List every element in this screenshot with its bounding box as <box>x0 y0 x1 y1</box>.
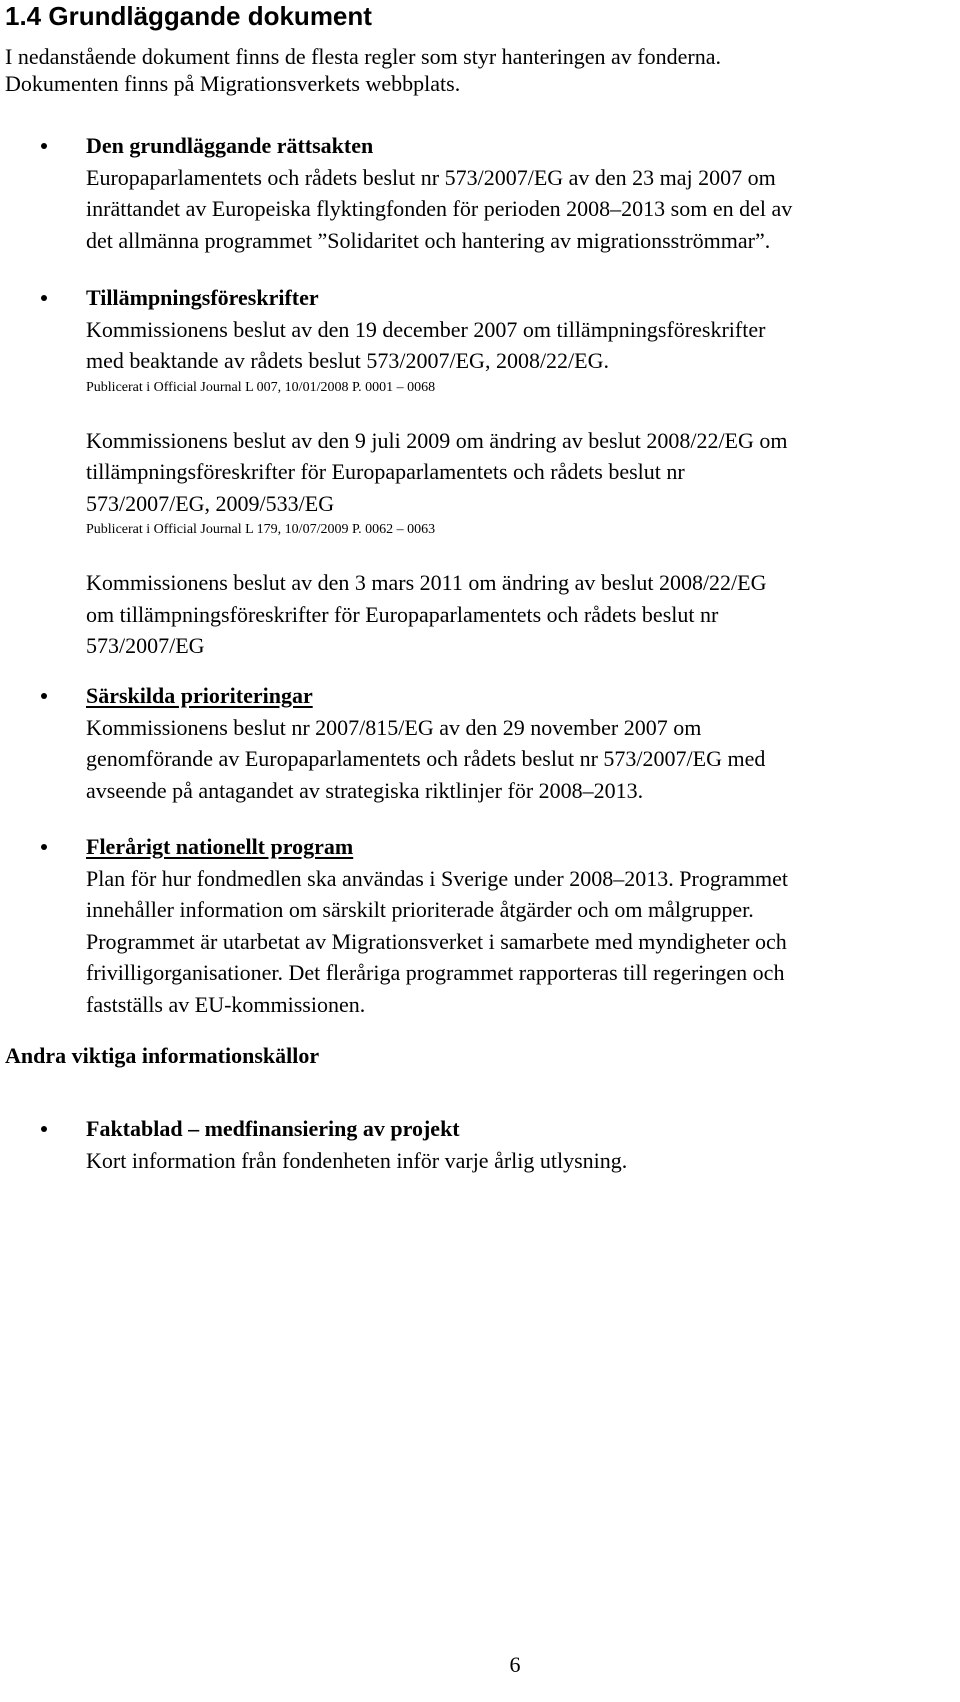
bullet-icon <box>41 1126 47 1132</box>
publication-reference: Publicerat i Official Journal L 007, 10/01/2008 P. 0001 – 0068 <box>86 379 436 395</box>
section-heading: 1.4 Grundläggande dokument <box>5 1 372 31</box>
document-item-tillampning <box>86 282 956 662</box>
document-text-line: Europaparlamentets och rådets beslut nr 573/2007/EG av den 23 maj 2007 om <box>86 164 776 190</box>
document-text-line: avseende på antagandet av strategiska riktlinjer för 2008–2013. <box>86 777 644 803</box>
decision-text-line: Kommissionens beslut av den 9 juli 2009 om ändring av beslut 2008/22/EG om <box>86 427 788 453</box>
document-text-line: genomförande av Europaparlamentets och rådets beslut nr 573/2007/EG med <box>86 746 766 771</box>
document-title: Flerårigt nationellt program <box>86 834 354 859</box>
document-title: Tillämpningsföreskrifter <box>86 285 319 310</box>
other-source-title: Faktablad – medfinansiering av projekt <box>86 1116 460 1141</box>
other-source-item <box>86 1113 956 1176</box>
decision-text-line: Kommissionens beslut av den 3 mars 2011 om ändring av beslut 2008/22/EG <box>86 570 767 595</box>
decision-entry <box>86 567 956 662</box>
document-text-line: det allmänna programmet ”Solidaritet och hantering av migrationsströmmar”. <box>86 227 771 253</box>
decision-entry <box>86 314 956 398</box>
document-text-line: fastställs av EU-kommissionen. <box>86 991 366 1017</box>
document-item-prioriteringar <box>86 680 956 806</box>
intro-paragraph <box>5 43 935 97</box>
decision-text-line: om tillämpningsföreskrifter för Europaparlamentets och rådets beslut nr <box>86 601 719 627</box>
other-sources-heading: Andra viktiga informationskällor <box>5 1043 320 1068</box>
document-title: Särskilda prioriteringar <box>86 683 313 708</box>
page-number: 6 <box>509 1652 521 1677</box>
bullet-icon <box>41 143 47 149</box>
bullet-icon <box>41 295 47 301</box>
document-item-rattsakt <box>86 130 956 256</box>
document-text-line: Programmet är utarbetat av Migrationsverket i samarbete med myndigheter och <box>86 928 787 954</box>
document-item-nationellt-program <box>86 831 956 1020</box>
document-text-line: innehåller information om särskilt prioriterade åtgärder och om målgrupper. <box>86 897 754 922</box>
decision-entry <box>86 425 956 541</box>
decision-text-line: 573/2007/EG <box>86 633 205 658</box>
decision-text-line: tillämpningsföreskrifter för Europaparlamentets och rådets beslut nr <box>86 459 685 484</box>
document-text-line: Kommissionens beslut nr 2007/815/EG av den 29 november 2007 om <box>86 714 702 740</box>
document-text-line: inrättandet av Europeiska flyktingfonden för perioden 2008–2013 som en del av <box>86 196 793 221</box>
bullet-icon <box>41 844 47 850</box>
intro-line: I nedanstående dokument finns de flesta regler som styr hanteringen av fonderna. <box>5 44 721 69</box>
intro-line: Dokumenten finns på Migrationsverkets webbplats. <box>5 71 461 96</box>
bullet-icon <box>41 693 47 699</box>
publication-reference: Publicerat i Official Journal L 179, 10/07/2009 P. 0062 – 0063 <box>86 522 436 537</box>
decision-text-line: 573/2007/EG, 2009/533/EG <box>86 490 335 516</box>
document-title: Den grundläggande rättsakten <box>86 133 374 158</box>
decision-text-line: med beaktande av rådets beslut 573/2007/EG, 2008/22/EG. <box>86 348 609 373</box>
other-source-text-line: Kort information från fondenheten inför varje årlig utlysning. <box>86 1147 628 1173</box>
document-text-line: frivilligorganisationer. Det fleråriga programmet rapporteras till regeringen och <box>86 960 785 985</box>
decision-text-line: Kommissionens beslut av den 19 december 2007 om tillämpningsföreskrifter <box>86 316 766 342</box>
document-text-line: Plan för hur fondmedlen ska användas i Sverige under 2008–2013. Programmet <box>86 865 789 891</box>
